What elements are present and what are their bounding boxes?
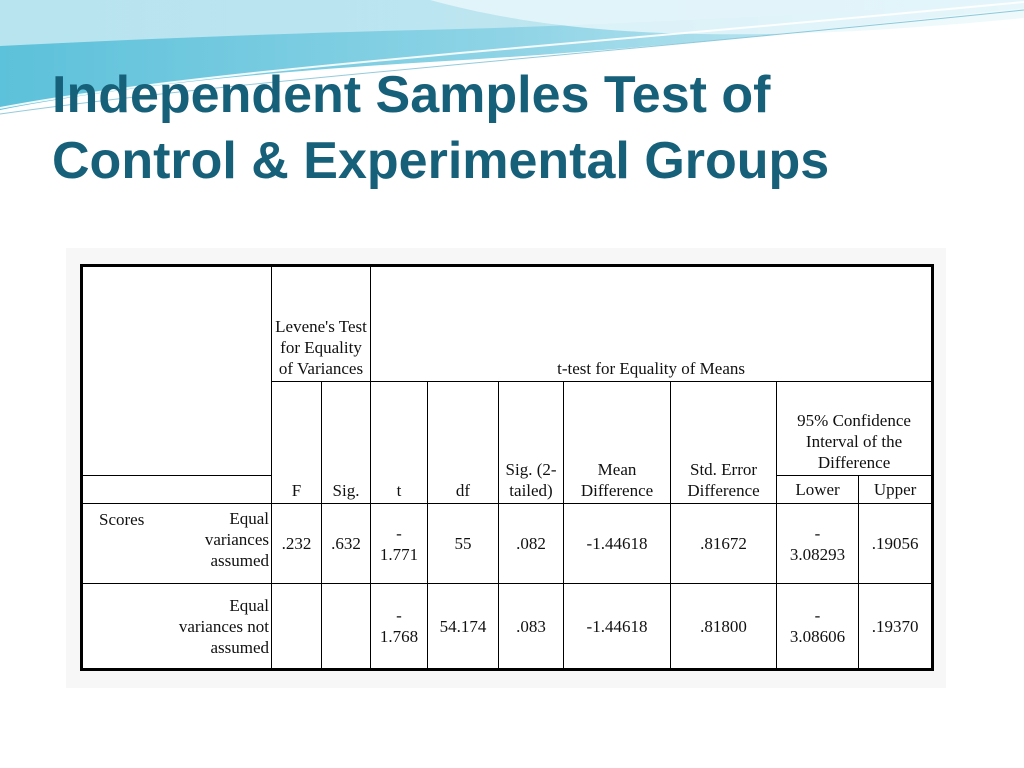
col-header-F: F: [272, 382, 322, 504]
col-header-t: t: [371, 382, 428, 504]
cell-lower: [777, 504, 859, 584]
cell-sig: .632: [322, 504, 371, 584]
cell-upper: .19370: [859, 584, 933, 670]
slide-title: [52, 62, 952, 194]
cell-lower-value: 3.08606: [789, 627, 846, 646]
table-row: [82, 584, 933, 670]
row-label-equal-not-assumed: Equal variances not assumed: [174, 584, 272, 670]
cell-t-value: 1.771: [379, 544, 419, 564]
table-corner-cell-lower: [82, 476, 272, 504]
independent-samples-test-table: [80, 264, 934, 671]
cell-F: [272, 584, 322, 670]
row-group-label-empty: [82, 584, 174, 670]
cell-t: [371, 584, 428, 670]
col-header-sig: Sig.: [322, 382, 371, 504]
row-group-label: Scores: [82, 504, 174, 584]
table-corner-cell: [82, 266, 272, 476]
cell-sig-2-tailed: .082: [499, 504, 564, 584]
cell-lower-sign: -: [814, 523, 821, 543]
cell-df: 54.174: [428, 584, 499, 670]
cell-mean-difference: -1.44618: [564, 504, 671, 584]
cell-sig-2-tailed: .083: [499, 584, 564, 670]
cell-std-error-difference: .81800: [671, 584, 777, 670]
col-header-sig-2-tailed: Sig. (2-tailed): [499, 382, 564, 504]
ci-header: 95% Confidence Interval of the Difference: [777, 382, 933, 476]
col-header-lower: Lower: [777, 476, 859, 504]
col-header-mean-difference: Mean Difference: [564, 382, 671, 504]
cell-upper: .19056: [859, 504, 933, 584]
levene-header: Levene's Test for Equality of Variances: [272, 266, 371, 382]
cell-sig: [322, 584, 371, 670]
col-header-std-error-difference: Std. Error Difference: [671, 382, 777, 504]
cell-mean-difference: -1.44618: [564, 584, 671, 670]
table-row: [82, 504, 933, 584]
cell-lower-sign: -: [814, 606, 821, 625]
cell-t: [371, 504, 428, 584]
cell-std-error-difference: .81672: [671, 504, 777, 584]
col-header-upper: Upper: [859, 476, 933, 504]
row-label-equal-assumed: Equal variances assumed: [174, 504, 272, 584]
cell-lower-value: 3.08293: [789, 544, 846, 564]
cell-df: 55: [428, 504, 499, 584]
cell-t-sign: -: [396, 606, 402, 625]
slide-title-line-2: Control & Experimental Groups: [52, 132, 830, 190]
cell-lower: [777, 584, 859, 670]
cell-t-sign: -: [396, 523, 402, 543]
col-header-df: df: [428, 382, 499, 504]
ttest-header: t-test for Equality of Means: [371, 266, 933, 382]
slide-title-line-1: Independent Samples Test of: [52, 66, 771, 124]
cell-F: .232: [272, 504, 322, 584]
cell-t-value: 1.768: [379, 627, 419, 646]
